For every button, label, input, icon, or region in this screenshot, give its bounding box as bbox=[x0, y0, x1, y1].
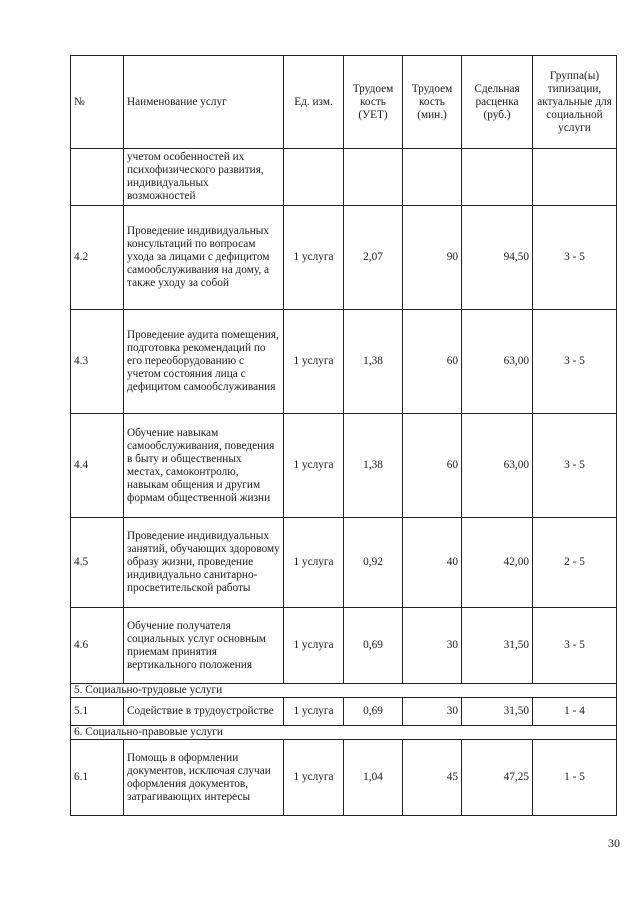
header-labor-min: Трудоем кость (мин.) bbox=[403, 56, 462, 149]
row-uet: 0,69 bbox=[344, 698, 403, 726]
row-uet: 0,69 bbox=[344, 608, 403, 684]
row-min: 45 bbox=[403, 740, 462, 816]
row-min: 40 bbox=[403, 518, 462, 608]
row-num: 6.1 bbox=[71, 740, 124, 816]
row-num: 4.2 bbox=[71, 206, 124, 310]
continuation-row bbox=[71, 149, 617, 206]
row-name: Помощь в оформлении документов, исключая случаи оформления документов, затрагивающих интересы bbox=[124, 740, 284, 816]
table-row bbox=[71, 310, 617, 414]
row-name: Обучение навыкам самообслуживания, поведения в быту и общественных местах, самоконтролю, навыкам общения и другим формам общественной жизни bbox=[124, 414, 284, 518]
row-group: 2 - 5 bbox=[533, 518, 617, 608]
row-rate: 94,50 bbox=[462, 206, 533, 310]
row-num: 4.3 bbox=[71, 310, 124, 414]
row-min: 90 bbox=[403, 206, 462, 310]
row-unit: 1 услуга bbox=[284, 206, 344, 310]
row-uet: 1,38 bbox=[344, 414, 403, 518]
row-unit: 1 услуга bbox=[284, 740, 344, 816]
row-unit: 1 услуга bbox=[284, 608, 344, 684]
header-labor-uet: Трудоем кость (УЕТ) bbox=[344, 56, 403, 149]
row-group: 1 - 4 bbox=[533, 698, 617, 726]
row-min: 60 bbox=[403, 310, 462, 414]
table-row bbox=[71, 206, 617, 310]
row-unit: 1 услуга bbox=[284, 414, 344, 518]
row-unit: 1 услуга bbox=[284, 698, 344, 726]
row-unit: 1 услуга bbox=[284, 518, 344, 608]
row-rate: 63,00 bbox=[462, 414, 533, 518]
row-uet: 1,04 bbox=[344, 740, 403, 816]
row-group: 3 - 5 bbox=[533, 206, 617, 310]
header-name: Наименование услуг bbox=[124, 56, 284, 149]
table-row bbox=[71, 608, 617, 684]
row-group: 3 - 5 bbox=[533, 608, 617, 684]
row-group: 3 - 5 bbox=[533, 414, 617, 518]
section-row bbox=[71, 684, 617, 698]
row-min: 60 bbox=[403, 414, 462, 518]
row-num: 5.1 bbox=[71, 698, 124, 726]
section-row bbox=[71, 726, 617, 740]
row-rate: 31,50 bbox=[462, 698, 533, 726]
header-row bbox=[71, 56, 617, 149]
row-name: Обучение получателя социальных услуг основным приемам принятия вертикального положения bbox=[124, 608, 284, 684]
row-num: 4.5 bbox=[71, 518, 124, 608]
row-group: 3 - 5 bbox=[533, 310, 617, 414]
table-row bbox=[71, 698, 617, 726]
row-uet: 2,07 bbox=[344, 206, 403, 310]
header-group: Группа(ы) типизации, актуальные для социальной услуги bbox=[533, 56, 617, 149]
row-uet: 1,38 bbox=[344, 310, 403, 414]
section-title: 6. Социально-правовые услуги bbox=[71, 726, 617, 740]
table-row bbox=[71, 518, 617, 608]
row-num: 4.6 bbox=[71, 608, 124, 684]
row-rate: 42,00 bbox=[462, 518, 533, 608]
header-num: № bbox=[71, 56, 124, 149]
row-uet: 0,92 bbox=[344, 518, 403, 608]
row-group: 1 - 5 bbox=[533, 740, 617, 816]
row-num: 4.4 bbox=[71, 414, 124, 518]
row-name: Проведение индивидуальных консультаций по вопросам ухода за лицами с дефицитом самообслуживания на дому, а также уходу за собой bbox=[124, 206, 284, 310]
row-name: Проведение аудита помещения, подготовка рекомендаций по его переоборудованию с учетом состояния лица с дефицитом самообслуживания bbox=[124, 310, 284, 414]
row-unit: 1 услуга bbox=[284, 310, 344, 414]
row-rate: 63,00 bbox=[462, 310, 533, 414]
table-row bbox=[71, 414, 617, 518]
row-name: Содействие в трудоустройстве bbox=[124, 698, 284, 726]
page-number: 30 bbox=[608, 836, 620, 850]
header-rate: Сдельная расценка (руб.) bbox=[462, 56, 533, 149]
continuation-text: учетом особенностей их психофизического развития, индивидуальных возможностей bbox=[124, 149, 284, 206]
row-name: Проведение индивидуальных занятий, обучающих здоровому образу жизни, проведение индивидуально санитарно-просветительской работы bbox=[124, 518, 284, 608]
table-row bbox=[71, 740, 617, 816]
row-min: 30 bbox=[403, 698, 462, 726]
row-min: 30 bbox=[403, 608, 462, 684]
section-title: 5. Социально-трудовые услуги bbox=[71, 684, 617, 698]
row-rate: 47,25 bbox=[462, 740, 533, 816]
row-rate: 31,50 bbox=[462, 608, 533, 684]
services-table bbox=[70, 55, 617, 816]
header-unit: Ед. изм. bbox=[284, 56, 344, 149]
